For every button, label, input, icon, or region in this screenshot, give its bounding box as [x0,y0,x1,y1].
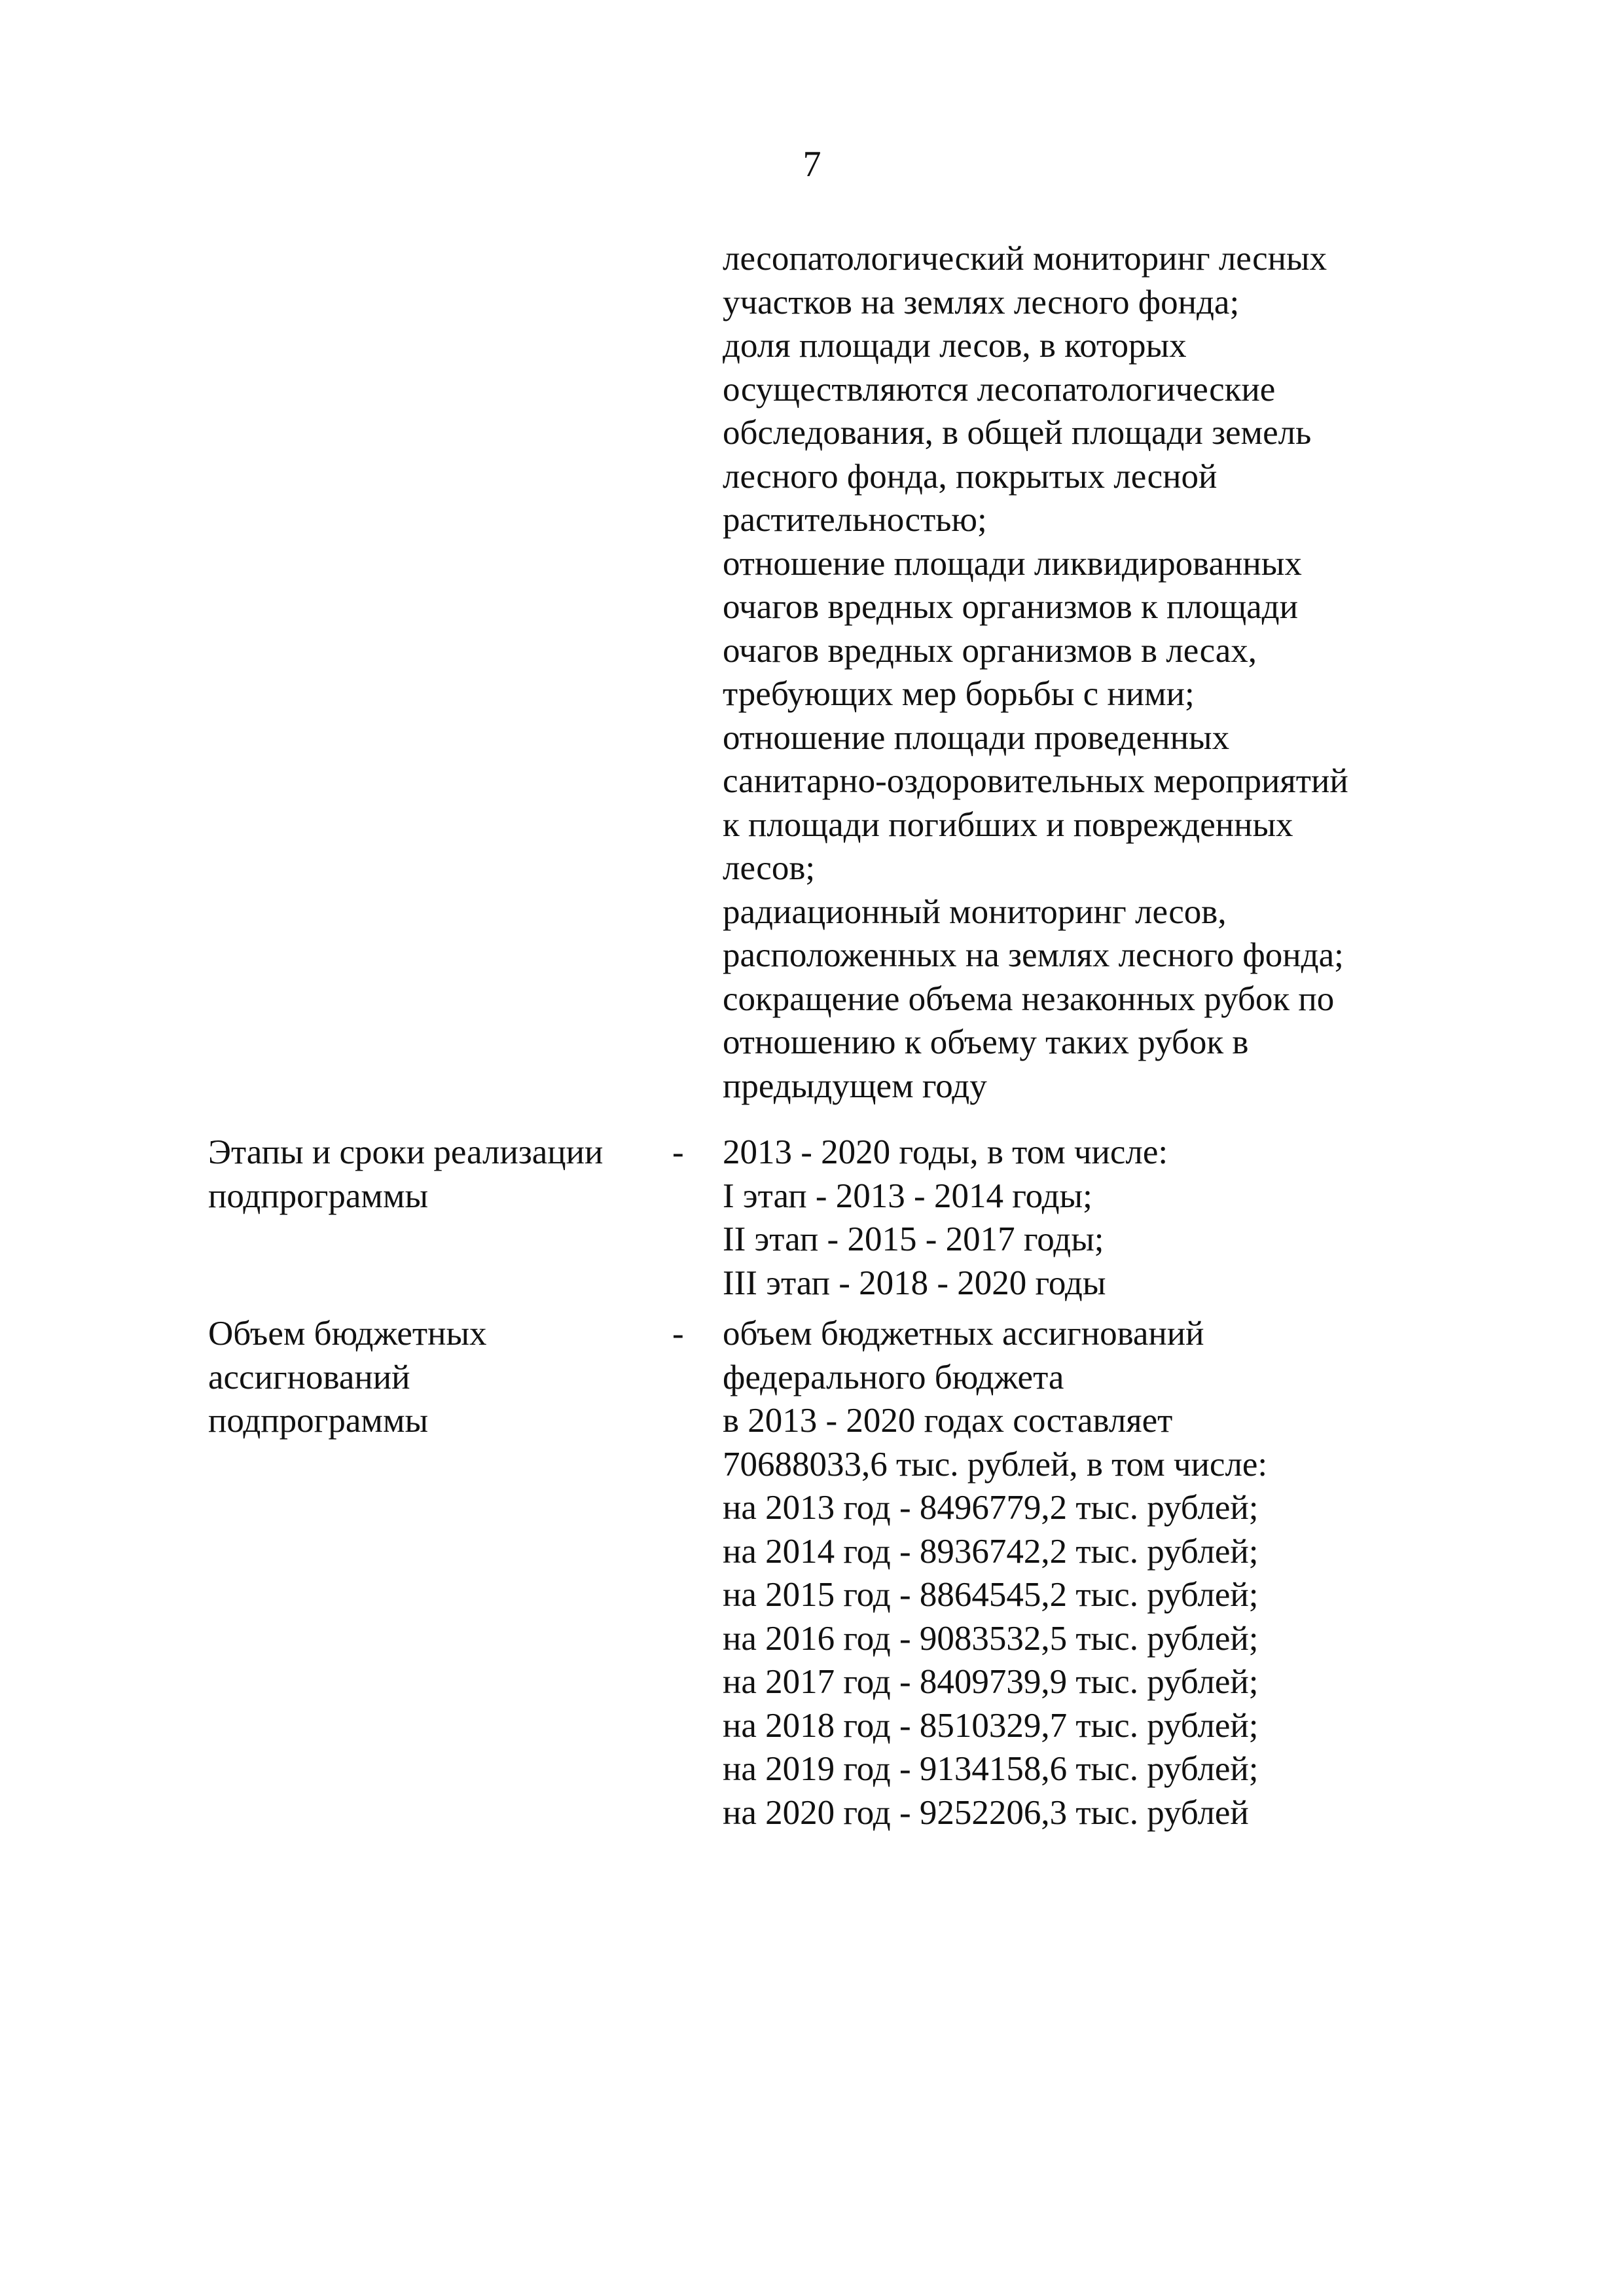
indicator-line: обследования, в общей площади земель [723,414,1312,452]
budget-year-line: на 2014 год - 8936742,2 тыс. рублей; [723,1532,1259,1571]
indicator-line: лесопатологический мониторинг лесных [723,240,1327,278]
indicator-line: отношение площади ликвидированных [723,544,1302,583]
stages-label [208,1131,679,1218]
budget-label-line: ассигнований [208,1358,410,1396]
indicator-line: очагов вредных организмов в лесах, [723,631,1257,670]
budget-label-line: подпрограммы [208,1402,429,1440]
stages-dash: - [672,1133,684,1171]
indicator-line: растительностью; [723,501,987,539]
budget-year-line: на 2013 год - 8496779,2 тыс. рублей; [723,1489,1259,1527]
budget-year-line: на 2016 год - 9083532,5 тыс. рублей; [723,1619,1259,1658]
indicator-line: радиационный мониторинг лесов, [723,892,1227,931]
budget-year-line: на 2019 год - 9134158,6 тыс. рублей; [723,1750,1259,1788]
budget-dash: - [672,1315,684,1353]
budget-value-line: федерального бюджета [723,1358,1064,1396]
stages-label-line: Этапы и сроки реализации [208,1133,604,1171]
stages-value [723,1131,1495,1305]
indicator-line: лесного фонда, покрытых лесной [723,457,1218,496]
indicator-line: санитарно-оздоровительных мероприятий [723,762,1348,800]
indicators-list [723,237,1495,1108]
indicator-line: участков на землях лесного фонда; [723,283,1240,321]
indicator-line: отношению к объему таких рубок в [723,1023,1249,1061]
indicator-line: отношение площади проведенных [723,718,1230,757]
indicator-line: сокращение объема незаконных рубок по [723,979,1335,1018]
indicator-line: очагов вредных организмов к площади [723,588,1299,626]
budget-label-line: Объем бюджетных [208,1315,487,1353]
stages-label-line: подпрограммы [208,1176,429,1215]
budget-year-line: на 2015 год - 8864545,2 тыс. рублей; [723,1576,1259,1614]
budget-value-line: в 2013 - 2020 годах составляет [723,1402,1173,1440]
indicator-line: к площади погибших и поврежденных [723,805,1293,844]
indicator-line: лесов; [723,849,816,887]
budget-year-line: на 2018 год - 8510329,7 тыс. рублей; [723,1706,1259,1745]
budget-value-line: объем бюджетных ассигнований [723,1315,1204,1353]
stages-value-line: I этап - 2013 - 2014 годы; [723,1176,1092,1215]
stages-value-line: II этап - 2015 - 2017 годы; [723,1220,1104,1258]
stages-value-line: III этап - 2018 - 2020 годы [723,1264,1106,1302]
budget-value [723,1312,1495,1834]
indicator-line: расположенных на землях лесного фонда; [723,936,1344,974]
indicator-line: осуществляются лесопатологические [723,370,1276,409]
page-number: 7 [803,144,821,185]
indicator-line: требующих мер борьбы с ними; [723,675,1195,713]
indicator-line: предыдущем году [723,1066,987,1105]
indicator-line: доля площади лесов, в которых [723,327,1187,365]
budget-value-line: 70688033,6 тыс. рублей, в том числе: [723,1445,1268,1484]
budget-year-line: на 2020 год - 9252206,3 тыс. рублей [723,1793,1249,1832]
budget-year-line: на 2017 год - 8409739,9 тыс. рублей; [723,1663,1259,1701]
budget-label [208,1312,679,1443]
stages-value-line: 2013 - 2020 годы, в том числе: [723,1133,1168,1171]
